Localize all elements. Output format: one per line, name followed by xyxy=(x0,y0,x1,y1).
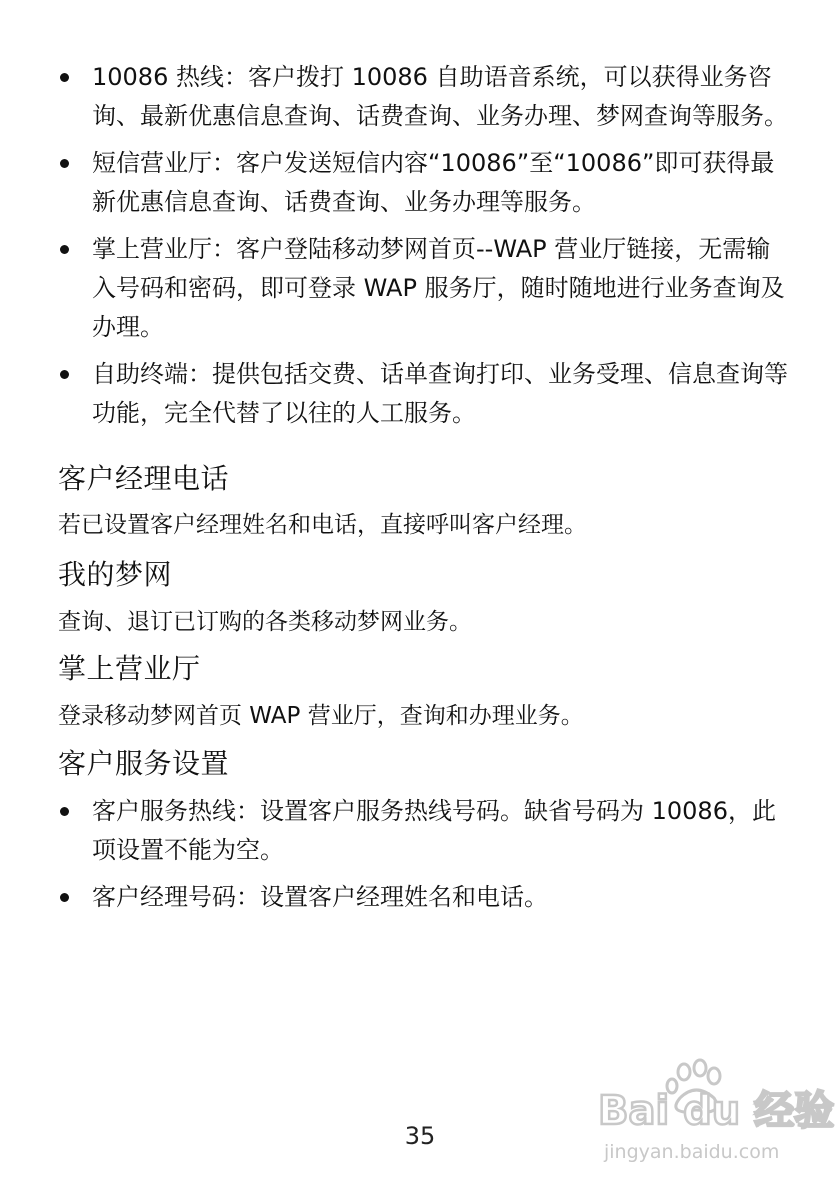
service-channel-list xyxy=(60,58,788,441)
list-item: 10086 热线：客户拨打 10086 自助语音系统，可以获得业务咨询、最新优惠信息查询、话费查询、业务办理、梦网查询等服务。 xyxy=(60,58,788,136)
section-heading-mobile-hall: 掌上营业厅 xyxy=(58,652,201,685)
list-item: 客户服务热线：设置客户服务热线号码。缺省号码为 10086，此项设置不能为空。 xyxy=(60,792,788,870)
watermark-url: jingyan.baidu.com xyxy=(604,1141,780,1163)
list-item: 自助终端：提供包括交费、话单查询打印、业务受理、信息查询等功能，完全代替了以往的人工服务。 xyxy=(60,355,788,433)
list-item: 短信营业厅：客户发送短信内容“10086”至“10086”即可获得最新优惠信息查询、话费查询、业务办理等服务。 xyxy=(60,144,788,222)
watermark-brand: Bai du 经验 xyxy=(598,1088,835,1134)
service-settings-list xyxy=(60,792,788,925)
section-text-mobile-hall: 登录移动梦网首页 WAP 营业厅，查询和办理业务。 xyxy=(58,703,584,729)
section-heading-account-manager-phone: 客户经理电话 xyxy=(58,462,230,495)
list-item: 客户经理号码：设置客户经理姓名和电话。 xyxy=(60,878,788,917)
baidu-jingyan-watermark xyxy=(592,1062,835,1172)
section-text-account-manager-phone: 若已设置客户经理姓名和电话，直接呼叫客户经理。 xyxy=(58,512,587,538)
list-item: 掌上营业厅：客户登陆移动梦网首页--WAP 营业厅链接，无需输入号码和密码，即可登录 WAP 服务厅，随时随地进行业务查询及办理。 xyxy=(60,230,788,347)
section-text-my-monternet: 查询、退订已订购的各类移动梦网业务。 xyxy=(58,609,472,635)
section-heading-customer-service-settings: 客户服务设置 xyxy=(58,747,230,780)
section-heading-my-monternet: 我的梦网 xyxy=(58,558,173,591)
page-number: 35 xyxy=(404,1122,436,1150)
